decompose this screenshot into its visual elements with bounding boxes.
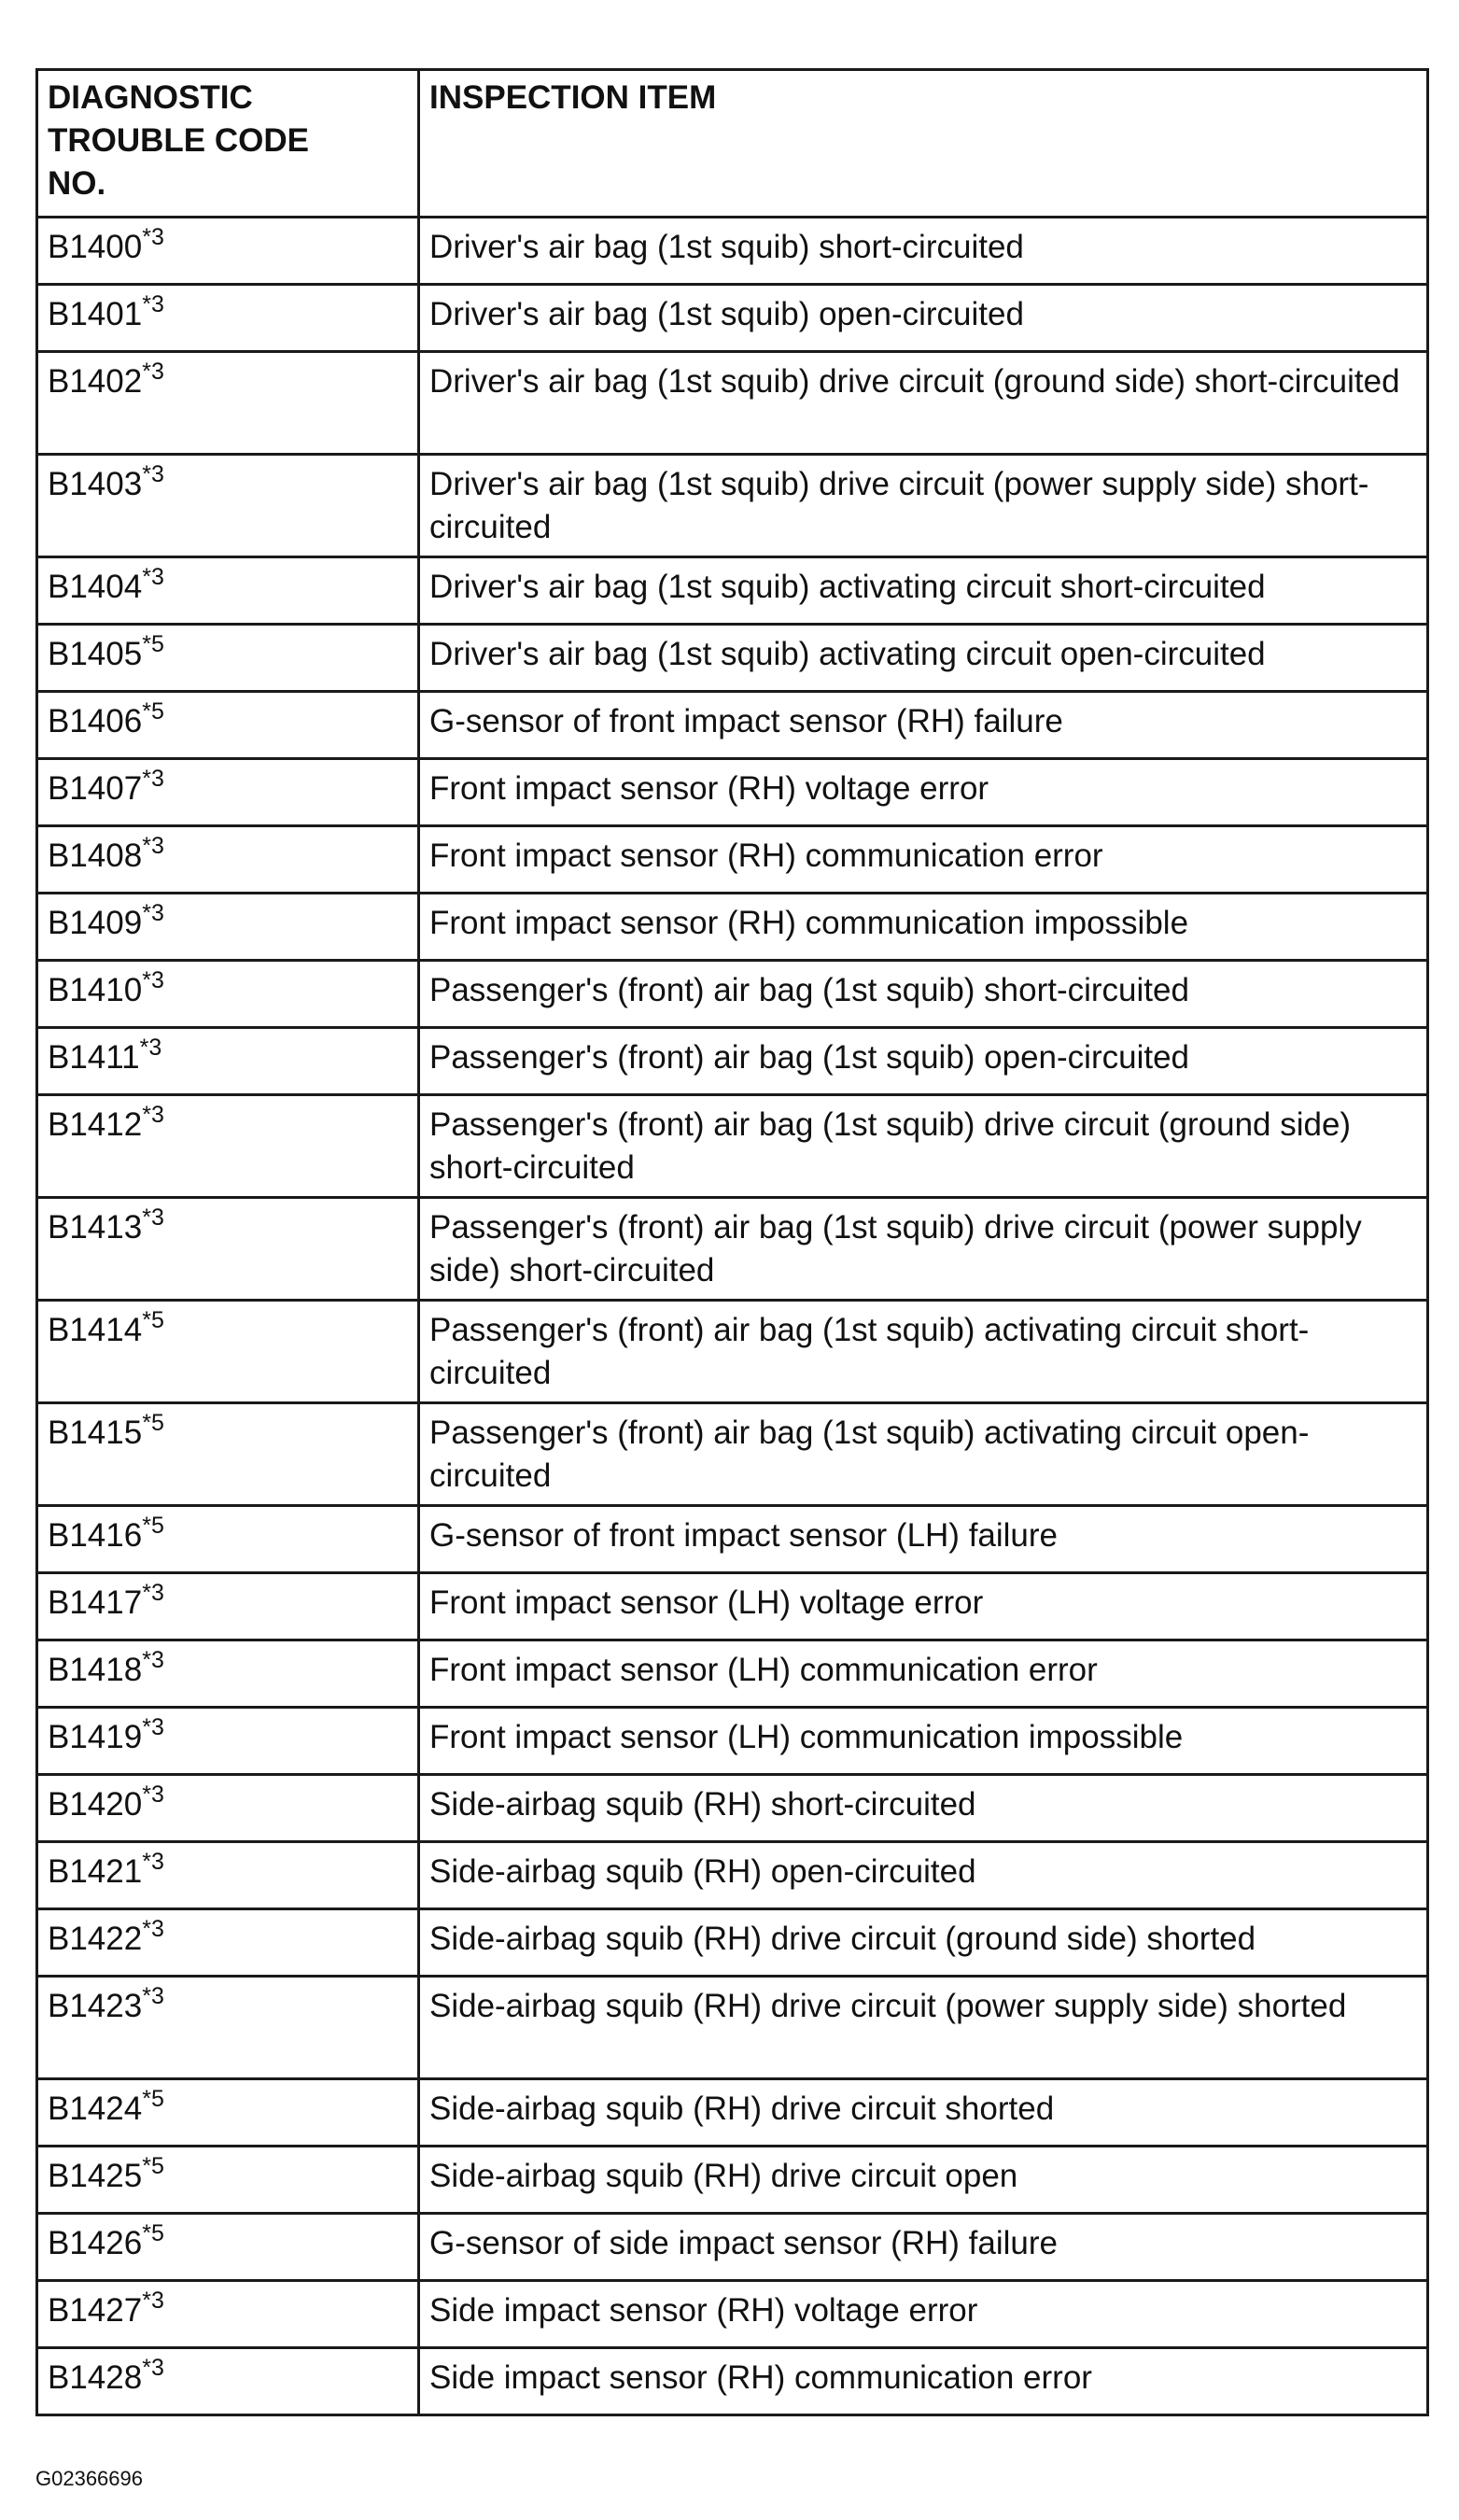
table-row bbox=[37, 826, 1428, 894]
dtc-code-cell bbox=[37, 2281, 419, 2348]
inspection-item-cell: Front impact sensor (RH) communication error bbox=[419, 826, 1428, 894]
table-row bbox=[37, 759, 1428, 826]
dtc-footnote-mark: *3 bbox=[142, 224, 164, 250]
dtc-footnote-mark: *3 bbox=[142, 1983, 164, 2009]
inspection-item-cell: Passenger's (front) air bag (1st squib) short-circuited bbox=[419, 961, 1428, 1028]
dtc-footnote-mark: *3 bbox=[142, 1849, 164, 1875]
table-row bbox=[37, 1909, 1428, 1977]
dtc-code: B1427 bbox=[48, 2292, 143, 2329]
dtc-code: B1403 bbox=[48, 466, 143, 502]
dtc-footnote-mark: *3 bbox=[142, 1204, 164, 1231]
inspection-item-cell: Driver's air bag (1st squib) activating circuit short-circuited bbox=[419, 557, 1428, 625]
dtc-code: B1411 bbox=[48, 1039, 140, 1076]
inspection-item-cell: Front impact sensor (RH) voltage error bbox=[419, 759, 1428, 826]
inspection-item-cell: Front impact sensor (RH) communication impossible bbox=[419, 894, 1428, 961]
dtc-code: B1422 bbox=[48, 1921, 143, 1957]
table-row bbox=[37, 557, 1428, 625]
dtc-code: B1417 bbox=[48, 1584, 143, 1621]
dtc-footnote-mark: *3 bbox=[142, 359, 164, 385]
dtc-code-cell bbox=[37, 285, 419, 352]
dtc-code: B1414 bbox=[48, 1312, 143, 1348]
dtc-footnote-mark: *3 bbox=[142, 1102, 164, 1128]
dtc-footnote-mark: *3 bbox=[142, 967, 164, 993]
dtc-code-cell bbox=[37, 2214, 419, 2281]
dtc-footnote-mark: *3 bbox=[142, 2355, 164, 2381]
header-code-column bbox=[37, 70, 419, 218]
dtc-code: B1412 bbox=[48, 1106, 143, 1143]
table-row bbox=[37, 1842, 1428, 1909]
dtc-code-cell bbox=[37, 1403, 419, 1506]
dtc-code-cell bbox=[37, 1028, 419, 1095]
inspection-item-cell: Driver's air bag (1st squib) drive circuit (power supply side) short-circuited bbox=[419, 455, 1428, 557]
dtc-code-cell bbox=[37, 826, 419, 894]
table-row bbox=[37, 455, 1428, 557]
dtc-code-cell bbox=[37, 218, 419, 285]
inspection-item-cell: Side impact sensor (RH) communication error bbox=[419, 2348, 1428, 2415]
dtc-code: B1402 bbox=[48, 363, 143, 400]
dtc-code: B1408 bbox=[48, 838, 143, 874]
table-row bbox=[37, 1403, 1428, 1506]
dtc-code: B1426 bbox=[48, 2225, 143, 2261]
dtc-code-cell bbox=[37, 557, 419, 625]
dtc-footnote-mark: *3 bbox=[142, 2288, 164, 2314]
dtc-code: B1405 bbox=[48, 636, 143, 672]
table-row bbox=[37, 2348, 1428, 2415]
dtc-footnote-mark: *3 bbox=[142, 900, 164, 926]
dtc-footnote-mark: *3 bbox=[142, 1714, 164, 1740]
table-row bbox=[37, 961, 1428, 1028]
table-body bbox=[37, 218, 1428, 2415]
dtc-code-cell bbox=[37, 961, 419, 1028]
dtc-code: B1428 bbox=[48, 2359, 143, 2396]
table-row bbox=[37, 894, 1428, 961]
dtc-code: B1407 bbox=[48, 770, 143, 807]
figure-id: G02366696 bbox=[35, 2467, 143, 2490]
dtc-code-cell bbox=[37, 1198, 419, 1301]
header-code-line: NO. bbox=[48, 165, 106, 202]
dtc-code: B1406 bbox=[48, 703, 143, 739]
inspection-item-cell: G-sensor of front impact sensor (LH) failure bbox=[419, 1506, 1428, 1573]
table-row bbox=[37, 1640, 1428, 1708]
dtc-footnote-mark: *5 bbox=[142, 1307, 164, 1333]
inspection-item-cell: Side-airbag squib (RH) drive circuit (ground side) shorted bbox=[419, 1909, 1428, 1977]
table-row bbox=[37, 1506, 1428, 1573]
inspection-item-cell: Side-airbag squib (RH) open-circuited bbox=[419, 1842, 1428, 1909]
table-row bbox=[37, 2079, 1428, 2147]
table-row bbox=[37, 1095, 1428, 1198]
inspection-item-cell: Driver's air bag (1st squib) short-circuited bbox=[419, 218, 1428, 285]
header-code-line: TROUBLE CODE bbox=[48, 122, 309, 159]
inspection-item-cell: Passenger's (front) air bag (1st squib) drive circuit (ground side) short-circuited bbox=[419, 1095, 1428, 1198]
dtc-code-cell bbox=[37, 1909, 419, 1977]
dtc-code-cell bbox=[37, 2348, 419, 2415]
inspection-item-cell: Passenger's (front) air bag (1st squib) open-circuited bbox=[419, 1028, 1428, 1095]
dtc-code-cell bbox=[37, 1708, 419, 1775]
table-row bbox=[37, 2281, 1428, 2348]
dtc-code-cell bbox=[37, 1842, 419, 1909]
dtc-code: B1410 bbox=[48, 972, 143, 1008]
inspection-item-cell: Driver's air bag (1st squib) drive circuit (ground side) short-circuited bbox=[419, 352, 1428, 455]
header-code-line: DIAGNOSTIC bbox=[48, 79, 253, 116]
dtc-code-cell bbox=[37, 692, 419, 759]
dtc-footnote-mark: *5 bbox=[142, 2220, 164, 2246]
inspection-item-cell: Driver's air bag (1st squib) open-circuited bbox=[419, 285, 1428, 352]
table-row bbox=[37, 2214, 1428, 2281]
dtc-code: B1425 bbox=[48, 2158, 143, 2194]
dtc-code: B1413 bbox=[48, 1209, 143, 1246]
inspection-item-cell: Side-airbag squib (RH) drive circuit (power supply side) shorted bbox=[419, 1977, 1428, 2079]
inspection-item-cell: Side impact sensor (RH) voltage error bbox=[419, 2281, 1428, 2348]
dtc-footnote-mark: *3 bbox=[142, 1580, 164, 1606]
dtc-code-cell bbox=[37, 1301, 419, 1403]
table-row bbox=[37, 1708, 1428, 1775]
dtc-code-cell bbox=[37, 1506, 419, 1573]
dtc-code-cell bbox=[37, 352, 419, 455]
dtc-footnote-mark: *5 bbox=[142, 1410, 164, 1436]
table-row bbox=[37, 1301, 1428, 1403]
table-row bbox=[37, 1198, 1428, 1301]
dtc-footnote-mark: *5 bbox=[142, 2153, 164, 2179]
dtc-footnote-mark: *3 bbox=[139, 1035, 162, 1061]
dtc-footnote-mark: *5 bbox=[142, 1513, 164, 1539]
dtc-code-cell bbox=[37, 1775, 419, 1842]
table-row bbox=[37, 1977, 1428, 2079]
inspection-item-cell: G-sensor of side impact sensor (RH) failure bbox=[419, 2214, 1428, 2281]
dtc-footnote-mark: *3 bbox=[142, 766, 164, 792]
table-row bbox=[37, 218, 1428, 285]
inspection-item-cell: G-sensor of front impact sensor (RH) failure bbox=[419, 692, 1428, 759]
table-row bbox=[37, 625, 1428, 692]
dtc-code: B1400 bbox=[48, 229, 143, 265]
inspection-item-cell: Passenger's (front) air bag (1st squib) activating circuit short-circuited bbox=[419, 1301, 1428, 1403]
inspection-item-cell: Front impact sensor (LH) communication error bbox=[419, 1640, 1428, 1708]
inspection-item-cell: Side-airbag squib (RH) short-circuited bbox=[419, 1775, 1428, 1842]
dtc-code-cell bbox=[37, 2147, 419, 2214]
dtc-code-cell bbox=[37, 455, 419, 557]
header-item-column: INSPECTION ITEM bbox=[419, 70, 1428, 218]
table-row bbox=[37, 1775, 1428, 1842]
dtc-footnote-mark: *3 bbox=[142, 564, 164, 590]
table-row bbox=[37, 2147, 1428, 2214]
dtc-footnote-mark: *3 bbox=[142, 1647, 164, 1673]
dtc-footnote-mark: *3 bbox=[142, 833, 164, 859]
dtc-table bbox=[35, 68, 1429, 2416]
table-row bbox=[37, 692, 1428, 759]
dtc-code-cell bbox=[37, 1640, 419, 1708]
dtc-code-cell bbox=[37, 2079, 419, 2147]
inspection-item-cell: Side-airbag squib (RH) drive circuit open bbox=[419, 2147, 1428, 2214]
dtc-code-cell bbox=[37, 759, 419, 826]
dtc-code: B1423 bbox=[48, 1988, 143, 2024]
dtc-code-cell bbox=[37, 1977, 419, 2079]
dtc-code: B1415 bbox=[48, 1415, 143, 1451]
dtc-code: B1419 bbox=[48, 1719, 143, 1755]
dtc-code: B1418 bbox=[48, 1652, 143, 1688]
dtc-footnote-mark: *5 bbox=[142, 631, 164, 657]
table-row bbox=[37, 1573, 1428, 1640]
header-row bbox=[37, 70, 1428, 218]
inspection-item-cell: Front impact sensor (LH) communication impossible bbox=[419, 1708, 1428, 1775]
dtc-footnote-mark: *3 bbox=[142, 1916, 164, 1942]
dtc-footnote-mark: *3 bbox=[142, 1781, 164, 1808]
inspection-item-cell: Front impact sensor (LH) voltage error bbox=[419, 1573, 1428, 1640]
dtc-code: B1416 bbox=[48, 1517, 143, 1554]
dtc-code: B1420 bbox=[48, 1786, 143, 1823]
dtc-footnote-mark: *3 bbox=[142, 461, 164, 487]
table-row bbox=[37, 352, 1428, 455]
dtc-code-cell bbox=[37, 894, 419, 961]
dtc-code: B1409 bbox=[48, 905, 143, 941]
dtc-footnote-mark: *5 bbox=[142, 698, 164, 725]
table-row bbox=[37, 1028, 1428, 1095]
inspection-item-cell: Driver's air bag (1st squib) activating circuit open-circuited bbox=[419, 625, 1428, 692]
dtc-code: B1424 bbox=[48, 2091, 143, 2127]
dtc-code: B1404 bbox=[48, 569, 143, 605]
dtc-footnote-mark: *5 bbox=[142, 2086, 164, 2112]
inspection-item-cell: Side-airbag squib (RH) drive circuit shorted bbox=[419, 2079, 1428, 2147]
dtc-footnote-mark: *3 bbox=[142, 291, 164, 317]
inspection-item-cell: Passenger's (front) air bag (1st squib) drive circuit (power supply side) short-circuited bbox=[419, 1198, 1428, 1301]
dtc-code: B1421 bbox=[48, 1853, 143, 1890]
table-row bbox=[37, 285, 1428, 352]
dtc-code-cell bbox=[37, 625, 419, 692]
dtc-code-cell bbox=[37, 1095, 419, 1198]
dtc-code-cell bbox=[37, 1573, 419, 1640]
inspection-item-cell: Passenger's (front) air bag (1st squib) activating circuit open-circuited bbox=[419, 1403, 1428, 1506]
table-header bbox=[37, 70, 1428, 218]
dtc-code: B1401 bbox=[48, 296, 143, 332]
